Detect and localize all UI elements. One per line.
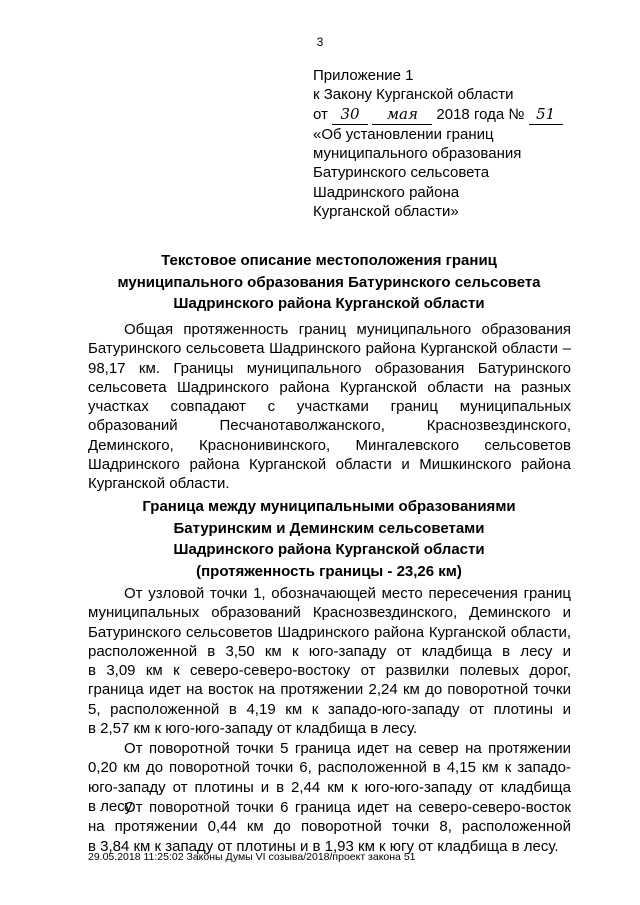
appendix-year-text: 2018 года №	[436, 105, 525, 123]
text-line: Деминского, Краснонивинского, Мингалевского сельсоветов	[88, 436, 571, 454]
section-heading-line: Шадринского района Курганской области	[173, 541, 485, 558]
text-line: От узловой точки 1, обозначающей место пересечения границ	[124, 585, 571, 602]
appendix-date-line	[313, 105, 563, 125]
handwritten-law-number: 51	[529, 105, 563, 125]
text-line: в 3,84 км к западу от плотины и в 1,93 км к югу от кладбища в лесу.	[88, 837, 559, 855]
document-title-line: Текстовое описание местоположения границ	[161, 252, 497, 269]
text-line: расположенной в 3,50 км к юго-западу от кладбища в лесу и	[88, 642, 571, 660]
handwritten-day: 30	[332, 105, 368, 125]
text-line: на протяжении 0,44 км до поворотной точки 8, расположенной	[88, 818, 571, 836]
text-line: образований Песчанотаволжанского, Краснозвездинского,	[88, 417, 571, 435]
text-line: Батуринского сельсоветов Шадринского района Курганской области,	[88, 623, 571, 641]
appendix-block	[313, 66, 563, 221]
appendix-law-ref: к Закону Курганской области	[313, 86, 514, 104]
text-line: в 3,09 км к северо-северо-востоку от развилки полевых дорог,	[88, 662, 571, 680]
boundary-paragraph-3	[88, 798, 571, 856]
text-line: Шадринского района Курганской области и Мишкинского района	[88, 456, 571, 474]
text-line: участках совпадают с участками границ муниципальных	[88, 398, 571, 416]
text-line: муниципальных образований Краснозвездинского, Деминского и	[88, 604, 571, 622]
boundary-paragraph-1	[88, 584, 571, 738]
text-line: От поворотной точки 5 граница идет на север на протяжении	[124, 740, 571, 757]
appendix-law-name-4: Шадринского района	[313, 183, 460, 201]
text-line: граница идет на восток на протяжении 2,24 км до поворотной точки	[88, 681, 571, 699]
text-line: 98,17 км. Границы муниципального образования Батуринского	[88, 359, 571, 377]
appendix-law-name-3: Батуринского сельсовета	[313, 164, 490, 182]
text-line: 0,20 км до поворотной точки 6, расположенной в 4,15 км к западо-	[88, 759, 571, 777]
text-line: Батуринского сельсовета Шадринского района Курганской области –	[88, 340, 571, 358]
section-heading-line: Граница между муниципальными образованиями	[142, 498, 516, 515]
text-line: в 2,57 км к юго-юго-западу от кладбища в лесу.	[88, 720, 418, 738]
appendix-law-name-1: «Об установлении границ	[313, 125, 494, 143]
appendix-title: Приложение 1	[313, 67, 414, 84]
page-number: 3	[316, 35, 324, 49]
document-title-line: муниципального образования Батуринского сельсовета	[117, 273, 541, 291]
text-line: 5, расположенной в 4,19 км к западо-юго-западу от плотины и	[88, 700, 571, 718]
section-heading-line: (протяженность границы - 23,26 км)	[196, 562, 462, 580]
text-line: сельсовета Шадринского района Курганской области на разных	[88, 378, 571, 396]
section-heading	[84, 496, 574, 582]
text-line: От поворотной точки 6 граница идет на северо-северо-восток	[124, 799, 571, 816]
intro-paragraph	[88, 320, 571, 494]
document-title	[84, 250, 574, 315]
footer-metadata: 29.05.2018 11:25:02 Законы Думы VI созыва/2018/проект закона 51	[88, 851, 416, 863]
text-line: в лесу.	[88, 797, 135, 815]
section-heading-line: Батуринским и Деминским сельсоветами	[173, 519, 485, 537]
text-line: юго-западу от плотины и в 2,44 км к юго-юго-западу от кладбища	[88, 778, 571, 796]
text-line: Курганской области.	[88, 475, 230, 493]
appendix-from-prefix: от	[313, 105, 328, 123]
document-title-line: Шадринского района Курганской области	[173, 295, 485, 312]
text-line: Общая протяженность границ муниципального образования	[124, 321, 571, 338]
appendix-law-name-5: Курганской области»	[313, 203, 459, 221]
handwritten-month: мая	[372, 105, 432, 125]
appendix-law-name-2: муниципального образования	[313, 145, 522, 163]
